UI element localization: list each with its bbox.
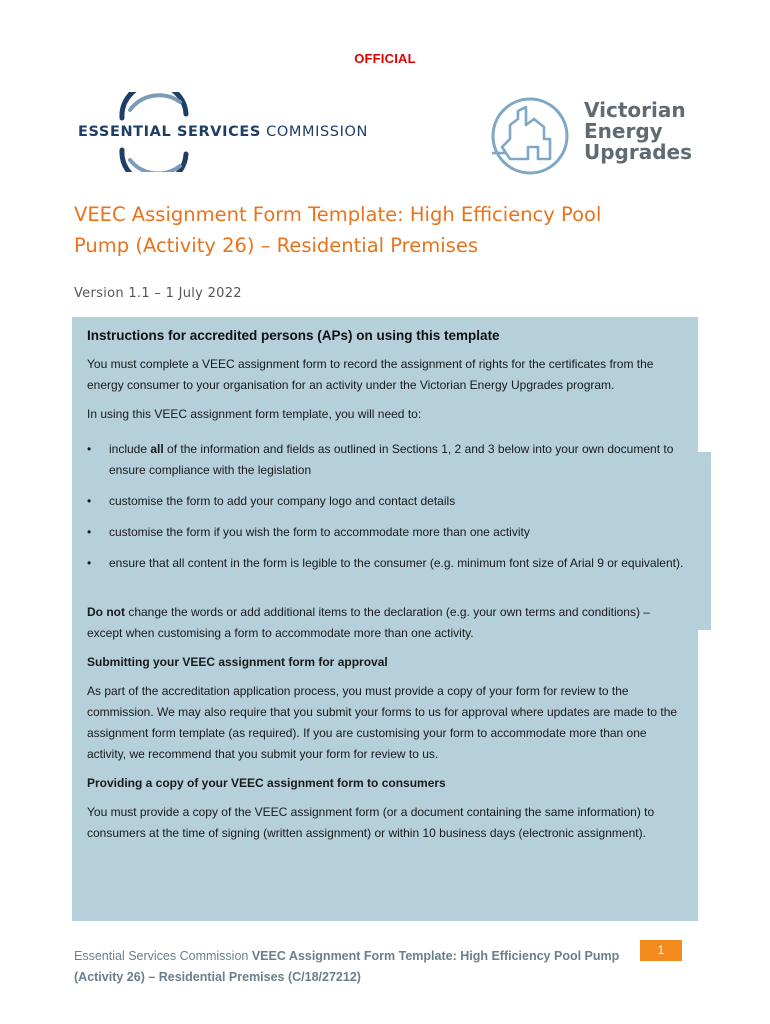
providing-copy-paragraph: You must provide a copy of the VEEC assignment form (or a document containing the same information) to consumers at the time of signing (written assignment) or within 10 business days (electronic assignment). (87, 805, 655, 840)
veu-logo-line3: Upgrades (584, 140, 693, 164)
bullet-icon: • (87, 494, 92, 508)
veu-logo-line1: Victorian (584, 98, 686, 122)
item-1-pre: include (109, 442, 151, 456)
instructions-heading: Instructions for accredited persons (APs) on using this template (87, 328, 500, 343)
footer-org: Essential Services Commission (74, 949, 252, 963)
esc-logo-light: COMMISSION (266, 124, 368, 140)
bullet-icon: • (87, 556, 92, 570)
title-line-2: Pump (Activity 26) – Residential Premises (74, 234, 478, 257)
instructions-para-2: In using this VEEC assignment form template, you will need to: (87, 407, 422, 421)
item-1-bold: all (150, 442, 164, 456)
submitting-paragraph: As part of the accreditation application process, you must provide a copy of your form for review to the commission. We may also require that you submit your forms to us for approval where updates are made to the assignment form template (as required). If you are customising your form to accommodate more than one activity, we recommend that you submit your form for review to us. (87, 684, 678, 761)
bullet-icon: • (87, 442, 92, 456)
item-2-text: customise the form to add your company logo and contact details (109, 494, 456, 508)
list-item (87, 553, 687, 574)
instructions-box-extension (697, 452, 711, 630)
do-not-bold: Do not (87, 605, 125, 619)
list-item (87, 439, 687, 481)
submitting-heading: Submitting your VEEC assignment form for approval (87, 655, 388, 669)
esc-logo-text (78, 124, 368, 140)
do-not-rest: change the words or add additional items to the declaration (e.g. your own terms and conditions) – except when customising a form to accommodate more than one activity. (87, 605, 650, 640)
instructions-list (87, 439, 687, 574)
bullet-icon: • (87, 525, 92, 539)
instructions-content (87, 318, 687, 852)
providing-copy-heading: Providing a copy of your VEEC assignment form to consumers (87, 776, 446, 790)
page-number-badge: 1 (640, 940, 682, 961)
esc-logo-bold: ESSENTIAL SERVICES (78, 124, 261, 140)
page-footer (74, 946, 634, 988)
item-4-text: ensure that all content in the form is legible to the consumer (e.g. minimum font size of Arial 9 or equivalent). (109, 556, 684, 570)
classification-label: OFFICIAL (354, 51, 416, 66)
list-item (87, 491, 687, 512)
do-not-paragraph (87, 602, 687, 644)
document-title (74, 199, 694, 261)
title-line-1: VEEC Assignment Form Template: High Efficiency Pool (74, 203, 602, 226)
item-1-post: of the information and fields as outlined in Sections 1, 2 and 3 below into your own document to ensure compliance with the legislation (109, 442, 674, 477)
veu-logo-line2: Energy (584, 119, 663, 143)
version-line: Version 1.1 – 1 July 2022 (74, 286, 242, 301)
item-3-text: customise the form if you wish the form to accommodate more than one activity (109, 525, 530, 539)
list-item (87, 522, 687, 543)
instructions-para-1: You must complete a VEEC assignment form to record the assignment of rights for the certificates from the energy consumer to your organisation for an activity under the Victorian Energy Upgrades program. (87, 357, 654, 392)
veu-logo-text (584, 100, 692, 163)
footer-doc-title: VEEC Assignment Form Template: High Efficiency Pool Pump (Activity 26) – Residential Premises (C/18/27212) (74, 949, 620, 984)
